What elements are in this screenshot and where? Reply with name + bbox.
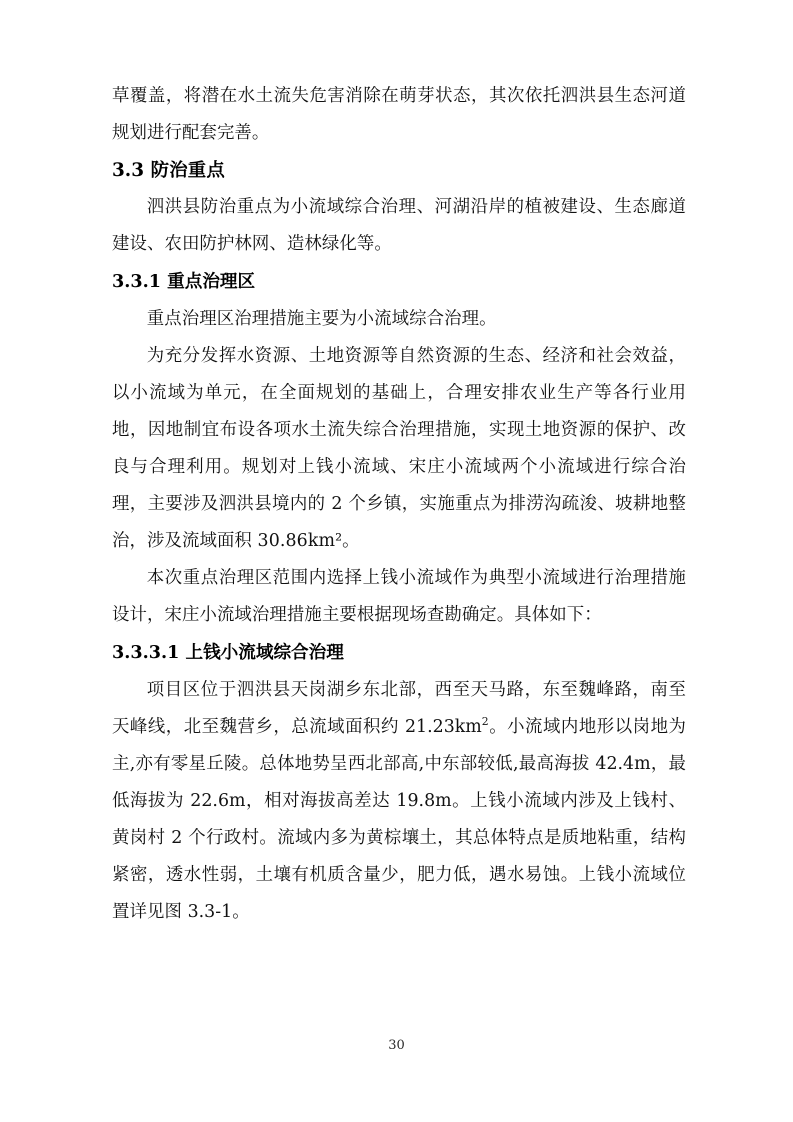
paragraph-resource-utilization: 为充分发挥水资源、土地资源等自然资源的生态、经济和社会效益，以小流域为单元，在全面规划的基础上，合理安排农业生产等各行业用地，因地制宜布设各项水土流失综合治理措施，实现土地资源的保护、改良与合理利用。规划对上钱小流域、宋庄小流域两个小流域进行综合治理，主要涉及泗洪县境内的 2 个乡镇，实施重点为排涝沟疏浚、坡耕地整治，涉及流域面积 30.86km²。 [112, 346, 686, 551]
page-content [112, 78, 686, 931]
paragraph-key-area-measures: 重点治理区治理措施主要为小流域综合治理。 [146, 309, 497, 329]
heading-3-3-1 [112, 263, 686, 301]
heading-3-3-1-title: 重点治理区 [167, 272, 256, 292]
heading-3-3-number: 3.3 [112, 160, 144, 181]
heading-3-3-3-1 [112, 634, 686, 672]
paragraph-typical-watershed: 本次重点治理区范围内选择上钱小流域作为典型小流域进行治理措施设计，宋庄小流域治理措施主要根据现场查勘确定。具体如下： [112, 568, 686, 625]
page-number: 30 [388, 1038, 405, 1053]
heading-3-3-1-number: 3.3.1 [112, 271, 161, 292]
paragraph-shangqian-watershed: 项目区位于泗洪县天岗湖乡东北部，西至天马路，东至魏峰路，南至天峰线，北至魏营乡，总流域面积约 $21.23km^2$。小流域内地形以岗地为主,亦有零星丘陵。总体地势呈西北部高,中东部较低,最高海拔 42.4m，最低海拔为 22.6m，相对海拔高差达 19.8m。上钱小流域内涉及上钱村、黄岗村 2 个行政村。流域内多为黄棕壤土，其总体特点是质地粘重，结构紧密，透水性弱，土壤有机质含量少，肥力低，遇水易蚀。上钱小流域位置详见图 3.3-1。 [112, 680, 686, 922]
heading-3-3 [112, 152, 686, 189]
paragraph-prevention-focus: 泗洪县防治重点为小流域综合治理、河湖沿岸的植被建设、生态廊道建设、农田防护林网、造林绿化等。 [112, 197, 686, 254]
heading-3-3-3-1-title: 上钱小流域综合治理 [185, 643, 344, 663]
heading-3-3-3-1-number: 3.3.3.1 [112, 642, 180, 663]
heading-3-3-title: 防治重点 [150, 160, 225, 181]
paragraph-carryover: 草覆盖，将潜在水土流失危害消除在萌芽状态，其次依托泗洪县生态河道规划进行配套完善。 [112, 86, 686, 143]
